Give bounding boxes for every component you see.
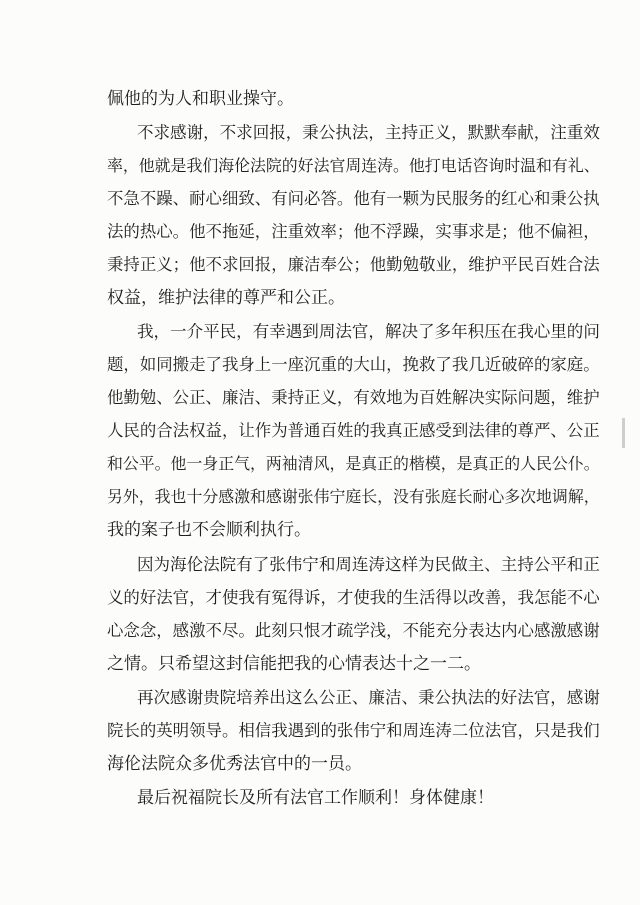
text-line: 他勤勉、公正、廉洁、秉持正义，有效地为百姓解决实际问题，维护 [107, 388, 600, 407]
text-line: 院长的英明领导。相信我遇到的张伟宁和周连涛二位法官，只是我们 [107, 721, 600, 740]
text-line: 之情。只希望这封信能把我的心情表达十之一二。 [107, 654, 481, 674]
text-line: 最后祝福院长及所有法官工作顺利！身体健康！ [137, 788, 494, 808]
text-line: 心念念，感激不尽。此刻只恨才疏学浅，不能充分表达内心感激感谢 [107, 621, 600, 640]
text-line: 法的热心。他不拖延，注重效率；他不浮躁，实事求是；他不偏袒， [107, 222, 600, 241]
text-line: 秉持正义；他不求回报，廉洁奉公；他勤勉敬业，维护平民百姓合法 [107, 255, 600, 274]
text-line: 再次感谢贵院培养出这么公正、廉洁、秉公执法的好法官，感谢 [137, 688, 600, 707]
text-line: 率，他就是我们海伦法院的好法官周连涛。他打电话咨询时温和有礼、 [107, 156, 600, 175]
text-line: 不急不躁、耐心细致、有问必答。他有一颗为民服务的红心和秉公执 [107, 189, 600, 208]
text-line: 佩他的为人和职业操守。 [107, 89, 294, 109]
text-line: 题，如同搬走了我身上一座沉重的大山，挽救了我几近破碎的家庭。 [107, 355, 600, 374]
text-line: 因为海伦法院有了张伟宁和周连涛这样为民做主、主持公平和正 [137, 555, 600, 574]
text-line: 和公平。他一身正气，两袖清风，是真正的楷模，是真正的人民公仆。 [107, 454, 600, 473]
text-line: 我，一介平民，有幸遇到周法官，解决了多年积压在我心里的问 [137, 322, 600, 341]
text-line: 另外，我也十分感激和感谢张伟宁庭长，没有张庭长耐心多次地调解， [107, 487, 600, 506]
text-line: 义的好法官，才使我有冤得诉，才使我的生活得以改善，我怎能不心 [107, 588, 600, 607]
text-line: 不求感谢，不求回报，秉公执法，主持正义，默默奉献，注重效 [137, 123, 600, 142]
text-line: 我的案子也不会顺利执行。 [107, 520, 311, 540]
text-line: 人民的合法权益，让作为普通百姓的我真正感受到法律的尊严、公正 [107, 421, 600, 440]
scan-mark [622, 418, 625, 448]
text-line: 权益，维护法律的尊严和公正。 [107, 288, 345, 308]
text-line: 海伦法院众多优秀法官中的一员。 [107, 754, 362, 774]
